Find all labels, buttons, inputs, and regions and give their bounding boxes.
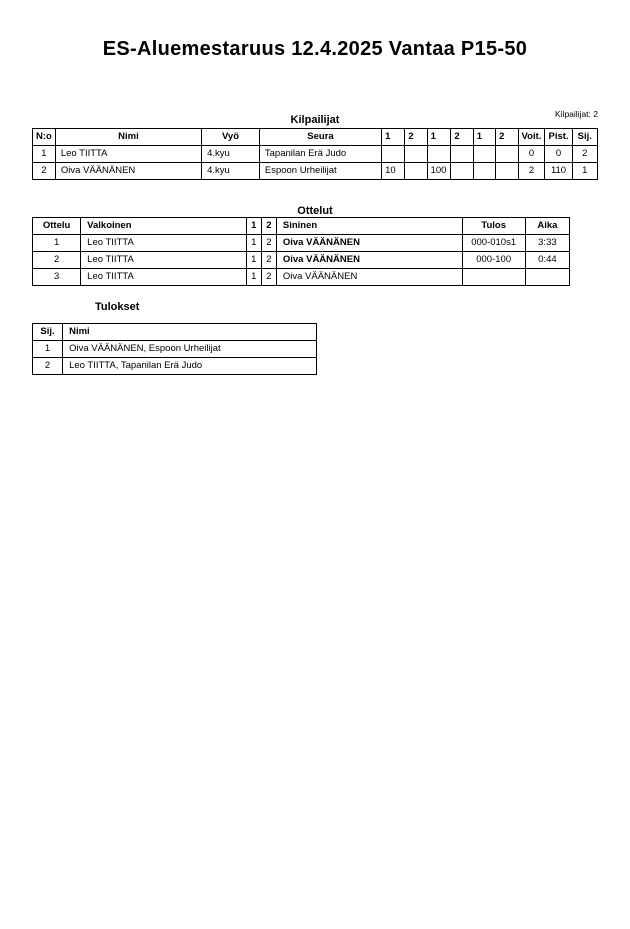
col-match-no: Ottelu — [33, 218, 81, 235]
cell-rank: 1 — [33, 341, 63, 358]
cell-m5 — [473, 163, 495, 180]
table-row — [33, 341, 317, 358]
cell-wins: 2 — [518, 163, 545, 180]
cell-m1: 10 — [382, 163, 405, 180]
col-p2: 2 — [261, 218, 276, 235]
col-name: Nimi — [55, 129, 201, 146]
cell-p2: 2 — [261, 269, 276, 286]
table-header-row — [33, 218, 570, 235]
col-m1: 1 — [382, 129, 405, 146]
cell-club: Espoon Urheilijat — [259, 163, 381, 180]
cell-name: Leo TIITTA, Tapanilan Erä Judo — [63, 358, 317, 375]
cell-m6 — [496, 146, 518, 163]
cell-wins: 0 — [518, 146, 545, 163]
cell-result — [462, 269, 525, 286]
col-no: N:o — [33, 129, 56, 146]
col-m4: 2 — [451, 129, 473, 146]
cell-name: Oiva VÄÄNÄNEN — [55, 163, 201, 180]
cell-white: Leo TIITTA — [81, 235, 247, 252]
cell-result: 000-010s1 — [462, 235, 525, 252]
table-row — [33, 163, 598, 180]
table-row — [33, 269, 570, 286]
competitors-heading: Kilpailijat — [290, 114, 340, 126]
col-belt: Vyö — [202, 129, 260, 146]
matches-heading: Ottelut — [297, 205, 333, 217]
cell-p1: 1 — [246, 252, 261, 269]
cell-result: 000-100 — [462, 252, 525, 269]
cell-p1: 1 — [246, 235, 261, 252]
cell-match-no: 3 — [33, 269, 81, 286]
matches-table — [32, 217, 570, 286]
cell-points: 0 — [545, 146, 572, 163]
results-heading: Tulokset — [95, 301, 140, 313]
competitors-table — [32, 128, 598, 180]
competitors-count: Kilpailijat: 2 — [555, 109, 598, 119]
cell-blue: Oiva VÄÄNÄNEN — [276, 235, 462, 252]
cell-m4 — [451, 146, 473, 163]
cell-white: Leo TIITTA — [81, 252, 247, 269]
col-white: Valkoinen — [81, 218, 247, 235]
col-rank: Sij. — [33, 324, 63, 341]
cell-rank: 1 — [572, 163, 597, 180]
table-row — [33, 146, 598, 163]
cell-blue: Oiva VÄÄNÄNEN — [276, 269, 462, 286]
cell-name: Leo TIITTA — [55, 146, 201, 163]
cell-name: Oiva VÄÄNÄNEN, Espoon Urheilijat — [63, 341, 317, 358]
cell-time: 3:33 — [525, 235, 569, 252]
cell-p2: 2 — [261, 252, 276, 269]
cell-m2 — [405, 146, 427, 163]
cell-match-no: 1 — [33, 235, 81, 252]
col-time: Aika — [525, 218, 569, 235]
col-m2: 2 — [405, 129, 427, 146]
table-header-row — [33, 324, 317, 341]
results-table — [32, 323, 317, 375]
cell-p2: 2 — [261, 235, 276, 252]
col-m6: 2 — [496, 129, 518, 146]
col-p1: 1 — [246, 218, 261, 235]
cell-m4 — [451, 163, 473, 180]
cell-m3: 100 — [427, 163, 451, 180]
cell-time — [525, 269, 569, 286]
cell-time: 0:44 — [525, 252, 569, 269]
col-name: Nimi — [63, 324, 317, 341]
table-row — [33, 358, 317, 375]
col-result: Tulos — [462, 218, 525, 235]
cell-p1: 1 — [246, 269, 261, 286]
col-wins: Voit. — [518, 129, 545, 146]
col-rank: Sij. — [572, 129, 597, 146]
cell-belt: 4.kyu — [202, 163, 260, 180]
table-header-row — [33, 129, 598, 146]
cell-club: Tapanilan Erä Judo — [259, 146, 381, 163]
cell-blue: Oiva VÄÄNÄNEN — [276, 252, 462, 269]
cell-m1 — [382, 146, 405, 163]
cell-m3 — [427, 146, 451, 163]
col-points: Pist. — [545, 129, 572, 146]
cell-m2 — [405, 163, 427, 180]
col-blue: Sininen — [276, 218, 462, 235]
cell-m6 — [496, 163, 518, 180]
cell-white: Leo TIITTA — [81, 269, 247, 286]
cell-no: 1 — [33, 146, 56, 163]
cell-rank: 2 — [572, 146, 597, 163]
col-m3: 1 — [427, 129, 451, 146]
cell-belt: 4.kyu — [202, 146, 260, 163]
cell-match-no: 2 — [33, 252, 81, 269]
document-page — [0, 38, 630, 929]
cell-rank: 2 — [33, 358, 63, 375]
cell-no: 2 — [33, 163, 56, 180]
page-title: ES-Aluemestaruus 12.4.2025 Vantaa P15-50 — [102, 38, 528, 60]
table-row — [33, 235, 570, 252]
col-club: Seura — [259, 129, 381, 146]
col-m5: 1 — [473, 129, 495, 146]
cell-points: 110 — [545, 163, 572, 180]
table-row — [33, 252, 570, 269]
cell-m5 — [473, 146, 495, 163]
